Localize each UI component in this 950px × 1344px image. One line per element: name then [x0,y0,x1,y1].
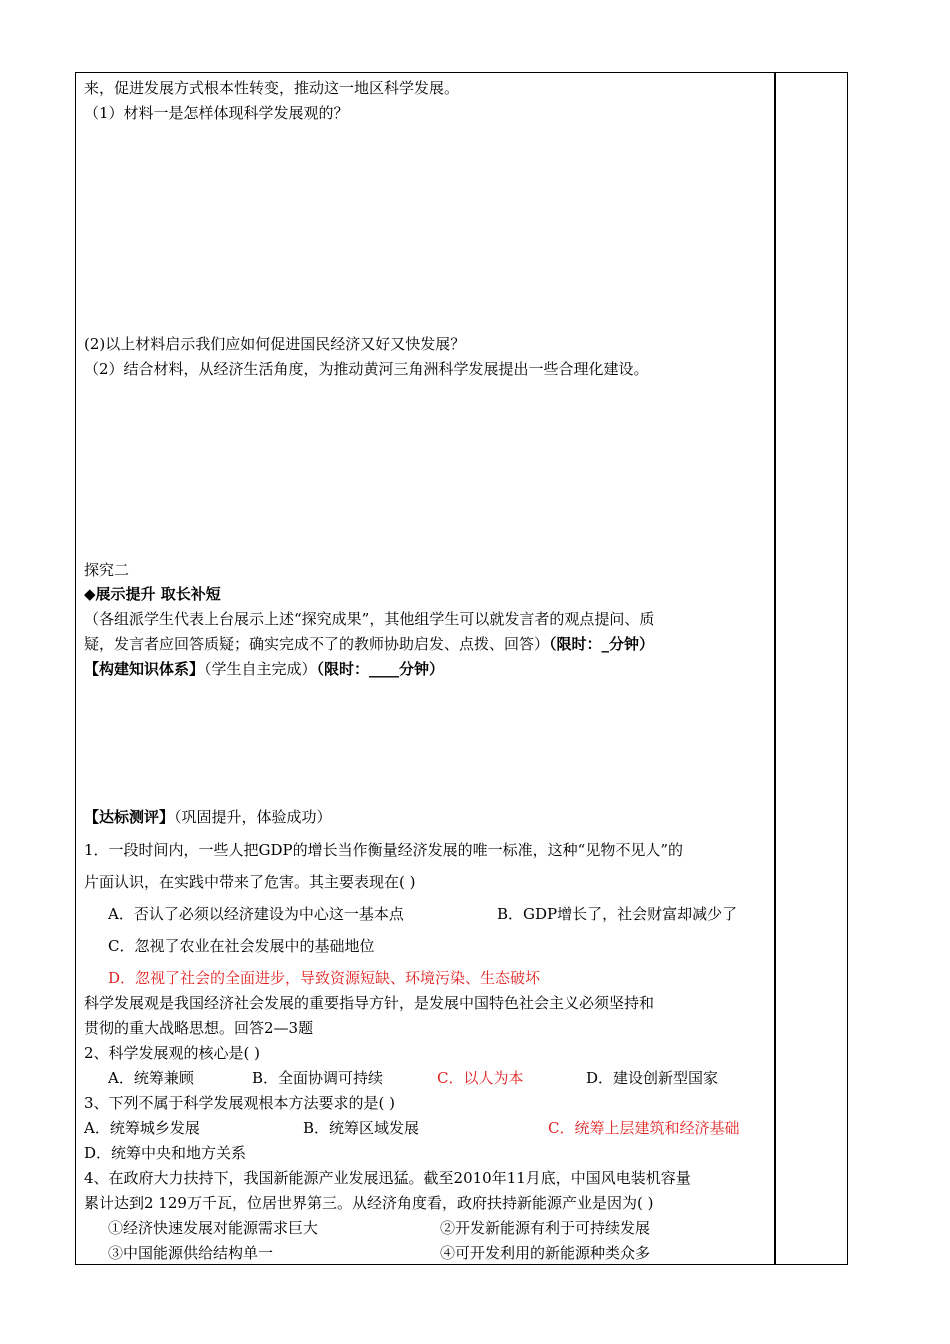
explore-2-title: 探究二 [84,561,130,579]
test-q1-option-b: B．GDP增长了，社会财富却减少了 [497,905,738,923]
table-column-divider [774,72,776,1265]
test-q1-option-a: A．否认了必须以经济建设为中心这一基本点 [108,905,404,923]
test-q4-item-2: ②开发新能源有利于可持续发展 [440,1219,651,1237]
material-continuation: 来，促进发展方式根本性转变，推动这一地区科学发展。 [84,79,460,97]
test-q1-line2: 片面认识，在实践中带来了危害。其主要表现在( ) [84,873,416,891]
test-q4-line2: 累计达到2 129万千瓦，位居世界第三。从经济角度看，政府扶持新能源产业是因为( ) [84,1194,654,1212]
test-q4-item-3: ③中国能源供给结构单一 [108,1244,274,1262]
test-q3: 3、下列不属于科学发展观根本方法要求的是( ) [84,1094,396,1112]
test-q3-option-a: A．统筹城乡发展 [84,1119,200,1137]
test-heading: 【达标测评】 [84,808,175,826]
show-heading: ◆展示提升 取长补短 [84,585,221,603]
test-q3-option-b: B．统筹区域发展 [303,1119,420,1137]
time-limit-1: （限时：_分钟） [549,635,655,653]
show-desc-text: 疑，发言者应回答质疑；确实完成不了的教师协助启发、点拨、回答） [84,635,550,653]
test-q4-line1: 4、在政府大力扶持下，我国新能源产业发展迅猛。截至2010年11月底，中国风电装机容量 [84,1169,691,1187]
test-intro-line2: 贯彻的重大战略思想。回答2—3题 [84,1019,314,1037]
build-knowledge-heading: 【构建知识体系】 [84,660,205,678]
test-intro-line1: 科学发展观是我国经济社会发展的重要指导方针，是发展中国特色社会主义必须坚持和 [84,994,655,1012]
test-q1-line1: 1．一段时间内，一些人把GDP的增长当作衡量经济发展的唯一标准，这种“见物不见人”的 [84,841,683,859]
test-q3-option-d: D．统筹中央和地方关系 [84,1144,247,1162]
test-heading-line [84,807,332,827]
question-2a: (2)以上材料启示我们应如何促进国民经济又好又快发展？ [84,335,466,353]
test-q4-item-1: ①经济快速发展对能源需求巨大 [108,1219,319,1237]
test-q4-item-4: ④可开发利用的新能源种类众多 [440,1244,651,1262]
test-heading-note: （巩固提升，体验成功） [174,808,332,826]
test-q2-option-c-answer: C．以人为本 [437,1069,524,1087]
build-knowledge-line [84,659,444,679]
test-q2: 2、科学发展观的核心是( ) [84,1044,261,1062]
test-q2-option-d: D．建设创新型国家 [586,1069,719,1087]
test-q2-option-b: B．全面协调可持续 [252,1069,384,1087]
question-2b: （2）结合材料，从经济生活角度，为推动黄河三角洲科学发展提出一些合理化建设。 [84,360,649,378]
test-q3-option-c-answer: C．统筹上层建筑和经济基础 [548,1119,740,1137]
show-desc-line1: （各组派学生代表上台展示上述“探究成果”，其他组学生可以就发言者的观点提问、质 [84,610,655,628]
build-knowledge-note: （学生自主完成） [204,660,317,678]
test-q1-option-d-answer: D．忽视了社会的全面进步，导致资源短缺、环境污染、生态破坏 [108,969,541,987]
question-1: （1）材料一是怎样体现科学发展观的？ [84,104,349,122]
test-q2-option-a: A．统筹兼顾 [108,1069,194,1087]
show-desc-line2 [84,634,654,654]
time-limit-2: （限时：____分钟） [316,660,445,678]
test-q1-option-c: C．忽视了农业在社会发展中的基础地位 [108,937,375,955]
